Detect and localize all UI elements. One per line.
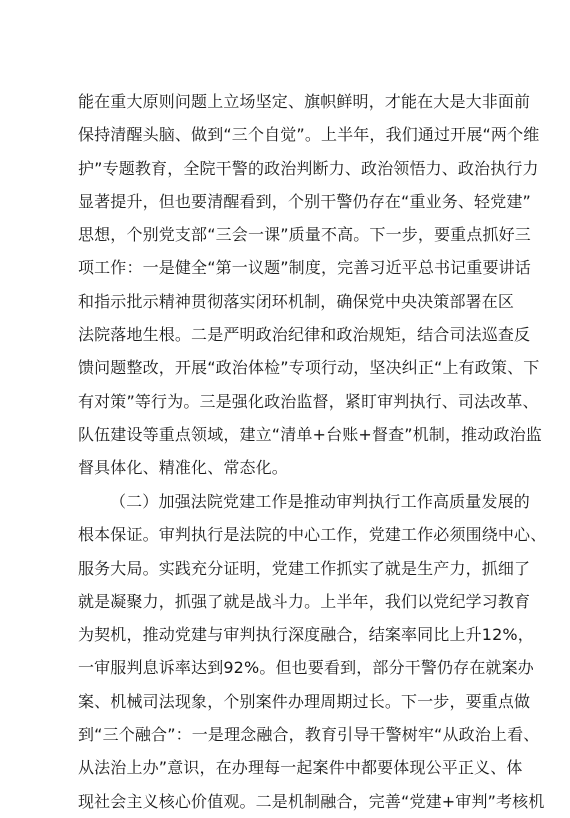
text-line: 从法治上办”意识，在办理每一起案件中都要体现公平正义、体	[78, 758, 523, 778]
text-line: 馈问题整改，开展“政治体检”专项行动，坚决纠正“上有政策、下	[78, 358, 540, 378]
text-line: 护”专题教育，全院干警的政治判断力、政治领悟力、政治执行力	[78, 158, 539, 178]
text-line: 就是凝聚力，抓强了就是战斗力。上半年，我们以党纪学习教育	[78, 591, 531, 611]
text-line: 现社会主义核心价值观。二是机制融合，完善“党建+审判”考核机	[78, 791, 545, 811]
text-line: 能在重大原则问题上立场坚定、旗帜鲜明，才能在大是大非面前	[78, 92, 531, 111]
text-line: 服务大局。实践充分证明，党建工作抓实了就是生产力，抓细了	[78, 558, 531, 578]
text-line: 项工作：一是健全“第一议题”制度，完善习近平总书记重要讲话	[78, 258, 531, 278]
text-line: 督具体化、精准化、常态化。	[78, 458, 288, 478]
text-line: 一审服判息诉率达到92%。但也要看到，部分干警仍存在就案办	[78, 658, 534, 678]
text-line: 显著提升，但也要清醒看到，个别干警仍存在“重业务、轻党建”	[78, 191, 531, 211]
paragraph-political-building	[78, 85, 542, 485]
text-line: 保持清醒头脑、做到“三个自觉”。上半年，我们通过开展“两个维	[78, 125, 540, 145]
text-line: 思想，个别党支部“三会一课”质量不高。下一步，要重点抓好三	[78, 225, 531, 245]
text-line-heading: （二）加强法院党建工作是推动审判执行工作高质量发展的	[110, 492, 530, 511]
text-line: 有对策”等行为。三是强化政治监督，紧盯审判执行、司法改革、	[78, 391, 539, 411]
text-line: 法院落地生根。二是严明政治纪律和政治规矩，结合司法巡查反	[78, 325, 531, 345]
text-line: 和指示批示精神贯彻落实闭环机制，确保党中央决策部署在区	[78, 291, 515, 311]
text-line: 为契机，推动党建与审判执行深度融合，结案率同比上升12%，	[78, 625, 534, 645]
text-line: 案、机械司法现象，个别案件办理周期过长。下一步，要重点做	[78, 691, 531, 711]
text-line: 队伍建设等重点领域，建立“清单+台账+督查”机制，推动政治监	[78, 424, 542, 444]
text-line: 根本保证。审判执行是法院的中心工作，党建工作必须围绕中心、	[78, 525, 547, 545]
paragraph-party-building	[78, 485, 547, 818]
text-line: 到“三个融合”：一是理念融合，教育引导干警树牢“从政治上看、	[78, 725, 540, 745]
